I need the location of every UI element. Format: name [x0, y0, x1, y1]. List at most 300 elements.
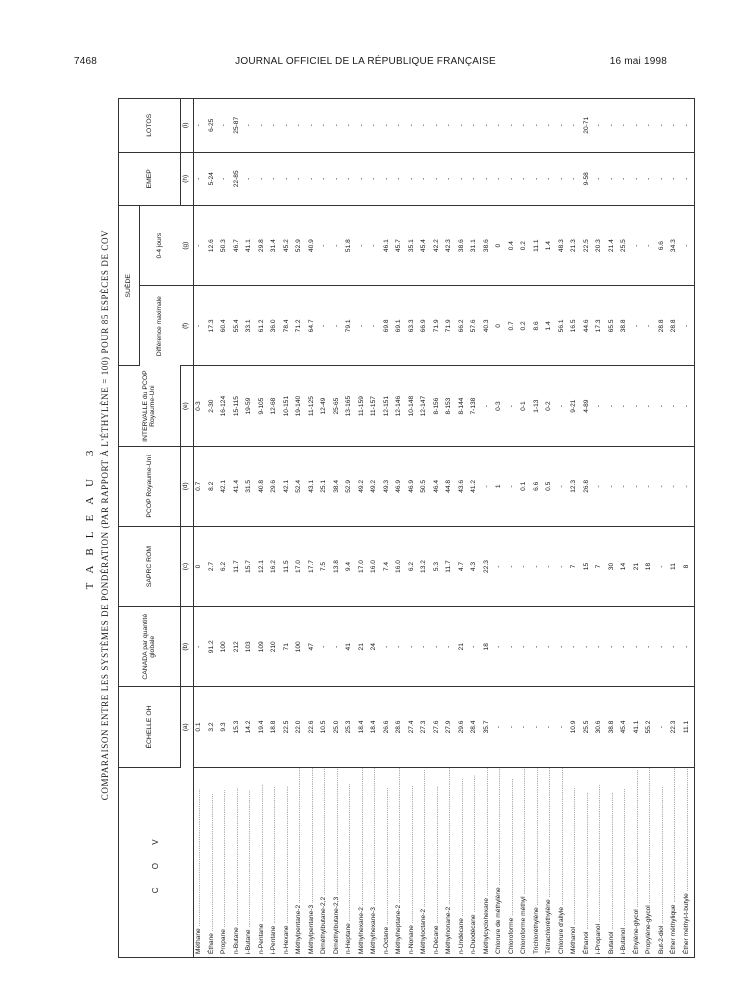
table-cell: 6.2 — [406, 526, 419, 606]
table-cell: - — [519, 607, 532, 687]
table-cell: - — [369, 152, 382, 205]
table-cell: - — [406, 152, 419, 205]
table-cell: 8 — [681, 526, 694, 606]
table-subtitle: COMPARAISON ENTRE LES SYSTÈMES DE PONDÉRATION (PAR RAPPORT À L'ÉTHYLÈNE = 100) POUR 85 ESPÈCES DE COV — [100, 229, 110, 801]
table-cell: - — [681, 99, 694, 153]
table-cell: - — [431, 607, 444, 687]
compound-name: Éther méthylique ..... — [669, 767, 682, 957]
table-cell: - — [556, 446, 569, 526]
table-row — [631, 99, 644, 958]
table-cell: - — [506, 152, 519, 205]
table-cell: - — [506, 687, 519, 767]
table-cell: 1.4 — [544, 206, 557, 286]
compound-name: Diméthylbutane-2,2 ..... — [319, 767, 332, 957]
table-cell: 0.7 — [506, 286, 519, 366]
table-cell: 212 — [231, 607, 244, 687]
table-cell: - — [656, 687, 669, 767]
table-row — [344, 99, 357, 958]
table-cell: - — [444, 607, 457, 687]
table-row — [406, 99, 419, 958]
table-cell: 11 — [669, 526, 682, 606]
table-row — [431, 99, 444, 958]
table-cell: 12.1 — [256, 526, 269, 606]
table-cell: - — [619, 99, 632, 153]
table-cell: - — [219, 99, 232, 153]
table-cell: - — [644, 607, 657, 687]
table-cell: - — [193, 152, 206, 205]
table-cell: - — [281, 152, 294, 205]
cov-weighting-table — [118, 98, 695, 958]
table-cell: - — [244, 152, 257, 205]
table-cell: - — [619, 607, 632, 687]
table-cell: 15.7 — [244, 526, 257, 606]
table-cell: 41 — [344, 607, 357, 687]
table-cell: 16.5 — [569, 286, 582, 366]
table-cell: 38.6 — [481, 206, 494, 286]
table-cell: - — [331, 152, 344, 205]
table-cell: 17.0 — [294, 526, 307, 606]
table-cell: - — [544, 687, 557, 767]
compound-name: i-Propanol ..... — [594, 767, 607, 957]
table-cell: 0.5 — [544, 446, 557, 526]
table-cell: 50.5 — [419, 446, 432, 526]
table-cell: - — [193, 206, 206, 286]
table-cell: 35.7 — [481, 687, 494, 767]
table-cell: 28.4 — [469, 687, 482, 767]
table-cell: - — [481, 366, 494, 446]
table-cell: 21 — [456, 607, 469, 687]
table-cell: 71.9 — [444, 286, 457, 366]
table-cell: 41.1 — [631, 687, 644, 767]
table-cell: 45.7 — [394, 206, 407, 286]
compound-name: Trichloréthylène ..... — [531, 767, 544, 957]
table-cell: - — [681, 446, 694, 526]
table-cell: 4-89 — [581, 366, 594, 446]
table-cell: - — [606, 446, 619, 526]
table-cell: - — [356, 206, 369, 286]
table-cell: - — [569, 152, 582, 205]
table-cell: 17.3 — [206, 286, 219, 366]
compound-name: n-Undécane ..... — [456, 767, 469, 957]
table-cell: - — [681, 366, 694, 446]
table-cell: - — [669, 366, 682, 446]
table-cell: 31.5 — [244, 446, 257, 526]
table-cell: 10.9 — [569, 687, 582, 767]
table-cell: - — [644, 366, 657, 446]
table-cell: - — [394, 607, 407, 687]
table-cell: 26.8 — [581, 446, 594, 526]
table-cell: 1 — [494, 446, 507, 526]
table-cell: 19-59 — [244, 366, 257, 446]
table-cell: 0.1 — [193, 687, 206, 767]
compound-name: n-Octane ..... — [381, 767, 394, 957]
table-row — [531, 99, 544, 958]
table-cell: 0.7 — [193, 446, 206, 526]
table-cell: 17.7 — [306, 526, 319, 606]
table-cell: 0-3 — [494, 366, 507, 446]
table-cell: 103 — [244, 607, 257, 687]
table-cell: 100 — [219, 607, 232, 687]
table-cell: 18 — [644, 526, 657, 606]
table-row — [369, 99, 382, 958]
table-cell: - — [531, 607, 544, 687]
table-cell: - — [356, 286, 369, 366]
table-cell: - — [631, 607, 644, 687]
table-cell: 52.4 — [294, 446, 307, 526]
table-cell: 28.6 — [394, 687, 407, 767]
table-cell: 22.5 — [581, 206, 594, 286]
table-cell: - — [544, 152, 557, 205]
table-cell: 49.3 — [381, 446, 394, 526]
table-cell: - — [519, 152, 532, 205]
table-cell: 5-24 — [206, 152, 219, 205]
table-cell: - — [556, 607, 569, 687]
table-row — [219, 99, 232, 958]
table-cell: 11-157 — [369, 366, 382, 446]
table-cell: - — [556, 366, 569, 446]
table-cell: - — [193, 286, 206, 366]
table-cell: - — [556, 152, 569, 205]
table-row — [381, 99, 394, 958]
table-cell: - — [606, 152, 619, 205]
col-canada-header: CANADA par quantité globale — [119, 607, 181, 687]
table-row — [594, 99, 607, 958]
table-cell: - — [444, 99, 457, 153]
table-cell: - — [519, 687, 532, 767]
table-cell: - — [506, 607, 519, 687]
table-cell: 48.3 — [556, 206, 569, 286]
table-cell: 21.4 — [606, 206, 619, 286]
table-cell: 5.3 — [431, 526, 444, 606]
table-cell: 10-148 — [406, 366, 419, 446]
table-cell: 15 — [581, 526, 594, 606]
table-cell: 24 — [369, 607, 382, 687]
table-cell: - — [494, 687, 507, 767]
table-cell: - — [381, 99, 394, 153]
table-cell: 31.4 — [269, 206, 282, 286]
table-cell: 29.6 — [269, 446, 282, 526]
table-cell: 7-138 — [469, 366, 482, 446]
col-difference-header: Différence maximale — [155, 296, 163, 357]
compound-name: Chlorure de méthylène ..... — [494, 767, 507, 957]
table-cell: 21 — [356, 607, 369, 687]
table-cell: - — [219, 152, 232, 205]
table-cell: 8-153 — [444, 366, 457, 446]
table-cell: 66.9 — [419, 286, 432, 366]
table-cell: 11-159 — [356, 366, 369, 446]
table-cell: 210 — [269, 607, 282, 687]
compound-name: Propylène-glycol ..... — [644, 767, 657, 957]
table-cell: 6-25 — [206, 99, 219, 153]
table-cell: - — [319, 286, 332, 366]
header-group-row — [119, 99, 140, 958]
compound-name: Diméthylbutane-2,3 ..... — [331, 767, 344, 957]
table-cell: - — [681, 206, 694, 286]
compound-name: Propane ..... — [219, 767, 232, 957]
table-cell: 10-151 — [281, 366, 294, 446]
table-cell: - — [519, 99, 532, 153]
table-cell: 10.5 — [319, 687, 332, 767]
table-cell: - — [681, 152, 694, 205]
table-cell: 46.7 — [231, 206, 244, 286]
table-cell: 25.0 — [331, 687, 344, 767]
table-cell: 71.9 — [431, 286, 444, 366]
table-cell: - — [319, 152, 332, 205]
table-cell: - — [481, 446, 494, 526]
table-row — [619, 99, 632, 958]
table-cell: - — [669, 152, 682, 205]
col-letter: (b) — [180, 607, 193, 687]
compound-name: Méthylpentane-2 ..... — [294, 767, 307, 957]
table-cell: - — [531, 687, 544, 767]
table-cell: 30.6 — [594, 687, 607, 767]
compound-name: n-Duodécane ..... — [469, 767, 482, 957]
table-cell: - — [506, 526, 519, 606]
compound-name: Chloroforme méthyl ..... — [519, 767, 532, 957]
table-cell: 3.2 — [206, 687, 219, 767]
table-cell: - — [631, 99, 644, 153]
table-cell: 4.7 — [456, 526, 469, 606]
table-cell: - — [581, 607, 594, 687]
table-cell: - — [606, 607, 619, 687]
table-cell: - — [281, 99, 294, 153]
compound-name: n-Pentane ..... — [256, 767, 269, 957]
table-cell: - — [193, 607, 206, 687]
table-cell: - — [419, 152, 432, 205]
table-cell: 38.8 — [619, 286, 632, 366]
col-lotos-header: LOTOS — [119, 99, 181, 153]
table-cell: 16-124 — [219, 366, 232, 446]
table-cell: 8.6 — [531, 286, 544, 366]
table-cell: 19.4 — [256, 687, 269, 767]
table-cell: - — [656, 152, 669, 205]
table-cell: 0 — [193, 526, 206, 606]
table-cell: 91.2 — [206, 607, 219, 687]
table-cell: 38.6 — [456, 206, 469, 286]
table-cell: 60.4 — [219, 286, 232, 366]
table-cell: - — [319, 607, 332, 687]
table-cell: - — [319, 99, 332, 153]
table-cell: 51.8 — [344, 206, 357, 286]
table-cell: - — [544, 99, 557, 153]
table-cell: 43.1 — [306, 446, 319, 526]
table-cell: - — [644, 446, 657, 526]
table-row — [556, 99, 569, 958]
table-cell: - — [606, 366, 619, 446]
table-cell: 28.8 — [669, 286, 682, 366]
table-cell: 12.3 — [569, 446, 582, 526]
table-row — [494, 99, 507, 958]
table-cell: - — [494, 152, 507, 205]
table-cell: 40.9 — [306, 206, 319, 286]
compound-name: Méthylpentane-3 ..... — [306, 767, 319, 957]
table-cell: 18.4 — [369, 687, 382, 767]
table-cell: - — [556, 687, 569, 767]
table-cell: 12-68 — [269, 366, 282, 446]
table-cell: 0-1 — [519, 366, 532, 446]
table-cell: - — [644, 206, 657, 286]
table-cell: 13.8 — [331, 526, 344, 606]
table-cell: 25.3 — [344, 687, 357, 767]
table-cell: 15.3 — [231, 687, 244, 767]
table-cell: - — [256, 99, 269, 153]
table-cell: 25.1 — [319, 446, 332, 526]
table-cell: - — [306, 99, 319, 153]
table-cell: 65.5 — [606, 286, 619, 366]
table-cell: - — [544, 607, 557, 687]
table-cell: - — [344, 152, 357, 205]
table-cell: 13.2 — [419, 526, 432, 606]
table-cell: 41.1 — [244, 206, 257, 286]
col-emep-header: EMEP — [119, 152, 181, 205]
col-saprc-header: SAPRC ROM — [119, 526, 181, 606]
table-cell: - — [656, 446, 669, 526]
table-cell: 41.4 — [231, 446, 244, 526]
table-cell: 0 — [494, 286, 507, 366]
col-cov-header: C O V — [119, 767, 194, 957]
col-letter: (a) — [180, 687, 193, 767]
compound-name: i-Pentane ..... — [269, 767, 282, 957]
table-cell: 38.8 — [606, 687, 619, 767]
table-cell: - — [344, 99, 357, 153]
compound-name: i-Butanol ..... — [619, 767, 632, 957]
table-cell: 20-71 — [581, 99, 594, 153]
compound-name: Méthanol ..... — [569, 767, 582, 957]
table-row — [356, 99, 369, 958]
table-cell: 6.2 — [219, 526, 232, 606]
table-cell: - — [469, 607, 482, 687]
table-cell: 11-125 — [306, 366, 319, 446]
table-cell: - — [594, 446, 607, 526]
table-cell: 41.2 — [469, 446, 482, 526]
table-cell: 49.2 — [369, 446, 382, 526]
table-cell: 55.2 — [644, 687, 657, 767]
table-cell: - — [594, 152, 607, 205]
table-cell: 9.3 — [219, 687, 232, 767]
col-letter: (e) — [180, 366, 193, 446]
table-cell: - — [419, 99, 432, 153]
table-cell: - — [681, 607, 694, 687]
col-echelle-header: ÉCHELLE OH — [119, 687, 181, 767]
table-cell: - — [331, 286, 344, 366]
table-cell: 49.2 — [356, 446, 369, 526]
table-cell: 12-49 — [319, 366, 332, 446]
table-cell: - — [619, 446, 632, 526]
table-frame — [118, 98, 690, 958]
compound-name: n-Décane ..... — [431, 767, 444, 957]
table-cell: 9-21 — [569, 366, 582, 446]
table-cell: 11.7 — [444, 526, 457, 606]
table-cell: - — [681, 286, 694, 366]
compound-name: But-2-diol ..... — [656, 767, 669, 957]
table-cell: - — [431, 99, 444, 153]
table-row — [681, 99, 694, 958]
compound-name: Éther méthyl-t-butyle ..... — [681, 767, 694, 957]
table-cell: - — [506, 446, 519, 526]
col-jours-header: 0-4 jours — [140, 206, 181, 286]
table-cell: 46.9 — [406, 446, 419, 526]
col-letter: (i) — [180, 99, 193, 153]
table-cell: 52.9 — [294, 206, 307, 286]
table-cell: 34.3 — [669, 206, 682, 286]
table-cell: - — [356, 152, 369, 205]
compound-name: Méthylcyclohexane ..... — [481, 767, 494, 957]
table-cell: - — [331, 607, 344, 687]
table-cell: 11.1 — [531, 206, 544, 286]
table-cell: 12-146 — [394, 366, 407, 446]
compound-name: n-Hexane ..... — [281, 767, 294, 957]
compound-name: n-Butane ..... — [231, 767, 244, 957]
table-cell: 17.3 — [594, 286, 607, 366]
table-cell: - — [656, 526, 669, 606]
table-cell: 38.4 — [331, 446, 344, 526]
table-row — [581, 99, 594, 958]
table-cell: 8-144 — [456, 366, 469, 446]
compound-name: Tétrachloréthylène ..... — [544, 767, 557, 957]
table-cell: 50.3 — [219, 206, 232, 286]
table-row — [419, 99, 432, 958]
table-cell: - — [406, 607, 419, 687]
table-cell: 21 — [631, 526, 644, 606]
table-cell: 9-58 — [581, 152, 594, 205]
col-letter: (h) — [180, 152, 193, 205]
table-cell: 2.7 — [206, 526, 219, 606]
table-cell: - — [193, 99, 206, 153]
table-cell: - — [244, 99, 257, 153]
table-cell: 6.6 — [531, 446, 544, 526]
table-cell: - — [269, 152, 282, 205]
table-cell: - — [606, 99, 619, 153]
table-cell: 66.2 — [456, 286, 469, 366]
table-cell: - — [394, 152, 407, 205]
table-cell: - — [256, 152, 269, 205]
table-cell: 46.1 — [381, 206, 394, 286]
table-cell: - — [456, 152, 469, 205]
table-cell: - — [594, 607, 607, 687]
table-cell: - — [269, 99, 282, 153]
table-cell: - — [631, 366, 644, 446]
table-cell: - — [669, 446, 682, 526]
table-cell: 25.5 — [619, 206, 632, 286]
table-cell: - — [469, 152, 482, 205]
table-cell: - — [569, 607, 582, 687]
table-cell: - — [319, 206, 332, 286]
table-row — [193, 99, 206, 958]
table-cell: 46.4 — [431, 446, 444, 526]
table-cell: 9-105 — [256, 366, 269, 446]
table-cell: 26.6 — [381, 687, 394, 767]
table-cell: 28.8 — [656, 286, 669, 366]
page-number: 7468 — [74, 56, 98, 67]
table-cell: 11.5 — [281, 526, 294, 606]
table-cell: - — [494, 99, 507, 153]
table-cell: 29.8 — [256, 206, 269, 286]
table-cell: - — [469, 99, 482, 153]
table-row — [481, 99, 494, 958]
table-cell: - — [644, 152, 657, 205]
col-suede-group-header: SUÈDE — [119, 206, 140, 366]
table-row — [444, 99, 457, 958]
table-cell: - — [306, 152, 319, 205]
table-cell: 16.2 — [269, 526, 282, 606]
table-cell: 9.4 — [344, 526, 357, 606]
table-cell: 8-156 — [431, 366, 444, 446]
table-row — [294, 99, 307, 958]
table-cell: 33.1 — [244, 286, 257, 366]
table-cell: - — [294, 152, 307, 205]
table-cell: 13-165 — [344, 366, 357, 446]
table-cell: 78.4 — [281, 286, 294, 366]
